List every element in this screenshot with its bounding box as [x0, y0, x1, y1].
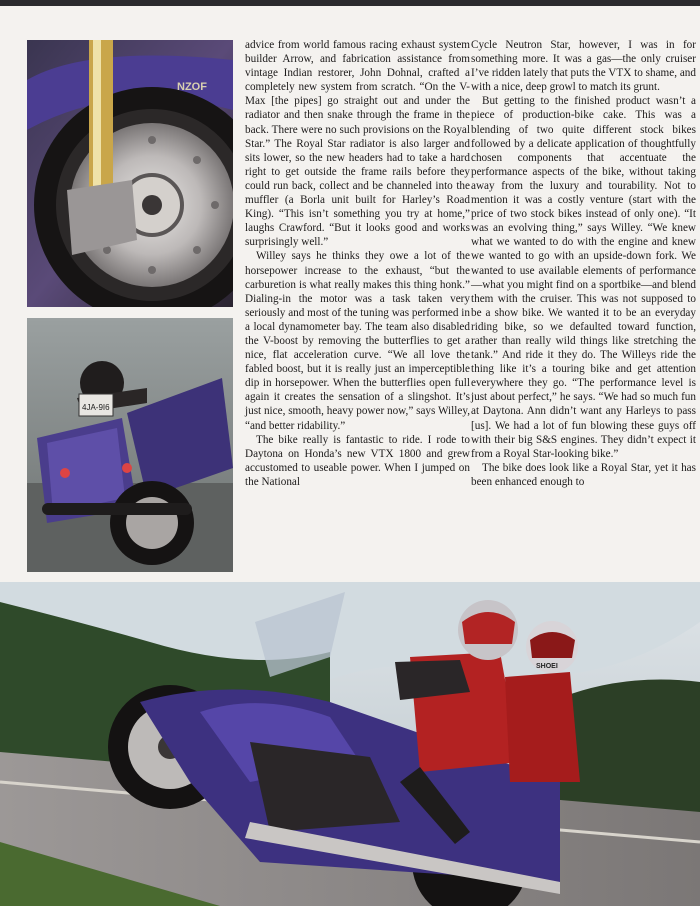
article-column-right	[471, 38, 696, 489]
paragraph: The bike really is fantastic to ride. I rode to Daytona on Honda’s new VTX 1800 and grew accustomed to useable power. When I jumped on the National	[245, 433, 470, 488]
paragraph: The bike does look like a Royal Star, yet it has been enhanced enough to	[471, 461, 696, 488]
helmet-lettering: SHOEI	[536, 663, 558, 670]
front-wheel-photo	[27, 40, 233, 307]
rear-view-photo	[27, 318, 233, 572]
license-plate: 4JA-9I6	[82, 403, 110, 412]
article-column-middle	[245, 38, 470, 489]
paragraph: Willey says he thinks they owe a lot of the horsepower increase to the exhaust, “but the carburetion is what really makes this thing honk.” Dialing-in the motor was a task taken very seriously and most of the tuning was performed in a local dynamometer bay. The team also disabled the V-boost by removing the butterflies to get a nice, flat acceleration curve. “We all love the fabled boost, but it is really just an imperceptible dip in horsepower. When the butterflies open full again it creates the sensation of a slingshot. It’s just nice, smooth, heavy power now,” says Willey, “and better ridability.”	[245, 250, 471, 432]
paragraph: But getting to the finished product wasn’t a piece of production-bike cake. This was a blending of two quite different stock bikes followed by a delicate application of thoughtfully chosen components that accentuate the performance aspects of the bike, without taking away from the luxury and tourability. Not to mention it was a costly venture (start with the price of two stock bikes instead of only one). “It was an evolving thing,” says Willey. “We knew what we wanted to do with the engine and knew we wanted to go with an upside-down fork. We wanted to use available elements of performance—what you might find on a sportbike—and blend them with the cruiser. This was not supposed to be a show bike. We wanted it to be an everyday riding bike, so we defaulted toward function, rather than really wild things like stretching the tank.” And ride it they do. The Willeys ride the thing like it’s a touring bike and get attention everywhere they go. “The performance level is just about perfect,” he says. “We had so much fun at Daytona. Ann didn’t want any Harleys to pass [us]. We had a lot of fun blowing these guys off with their big S&S engines. They didn’t expect it from a Royal Star-looking bike.”	[471, 95, 696, 460]
front-wheel-badge: NZOF	[177, 81, 207, 93]
riding-action-photo	[0, 582, 700, 906]
paragraph: Cycle Neutron Star, however, I was in for something more. It was a gas—the only cruiser I’ve ridden lately that puts the VTX to shame, and with a nice, deep growl to match its grunt.	[471, 39, 696, 94]
paragraph: advice from world famous racing exhaust system builder Arrow, and fabrication assistance from vintage Indian restorer, John Dohnal, crafted a completely new system from scratch. “On the V-Max [the pipes] go straight out and under the radiator and then snake through the frame in the back. There were no such provisions on the Royal Star.” The Royal Star radiator is also larger and sits lower, so the new headers had to take a hard right to get outside the frame rails before they could run back, collect and be channeled into the muffler (a Borla unit built for Harley’s Road King). “This isn’t something you try at home,” laughs Crawford. “But it looks good and works surprisingly well.”	[245, 39, 470, 249]
page-top-edge	[0, 0, 700, 6]
